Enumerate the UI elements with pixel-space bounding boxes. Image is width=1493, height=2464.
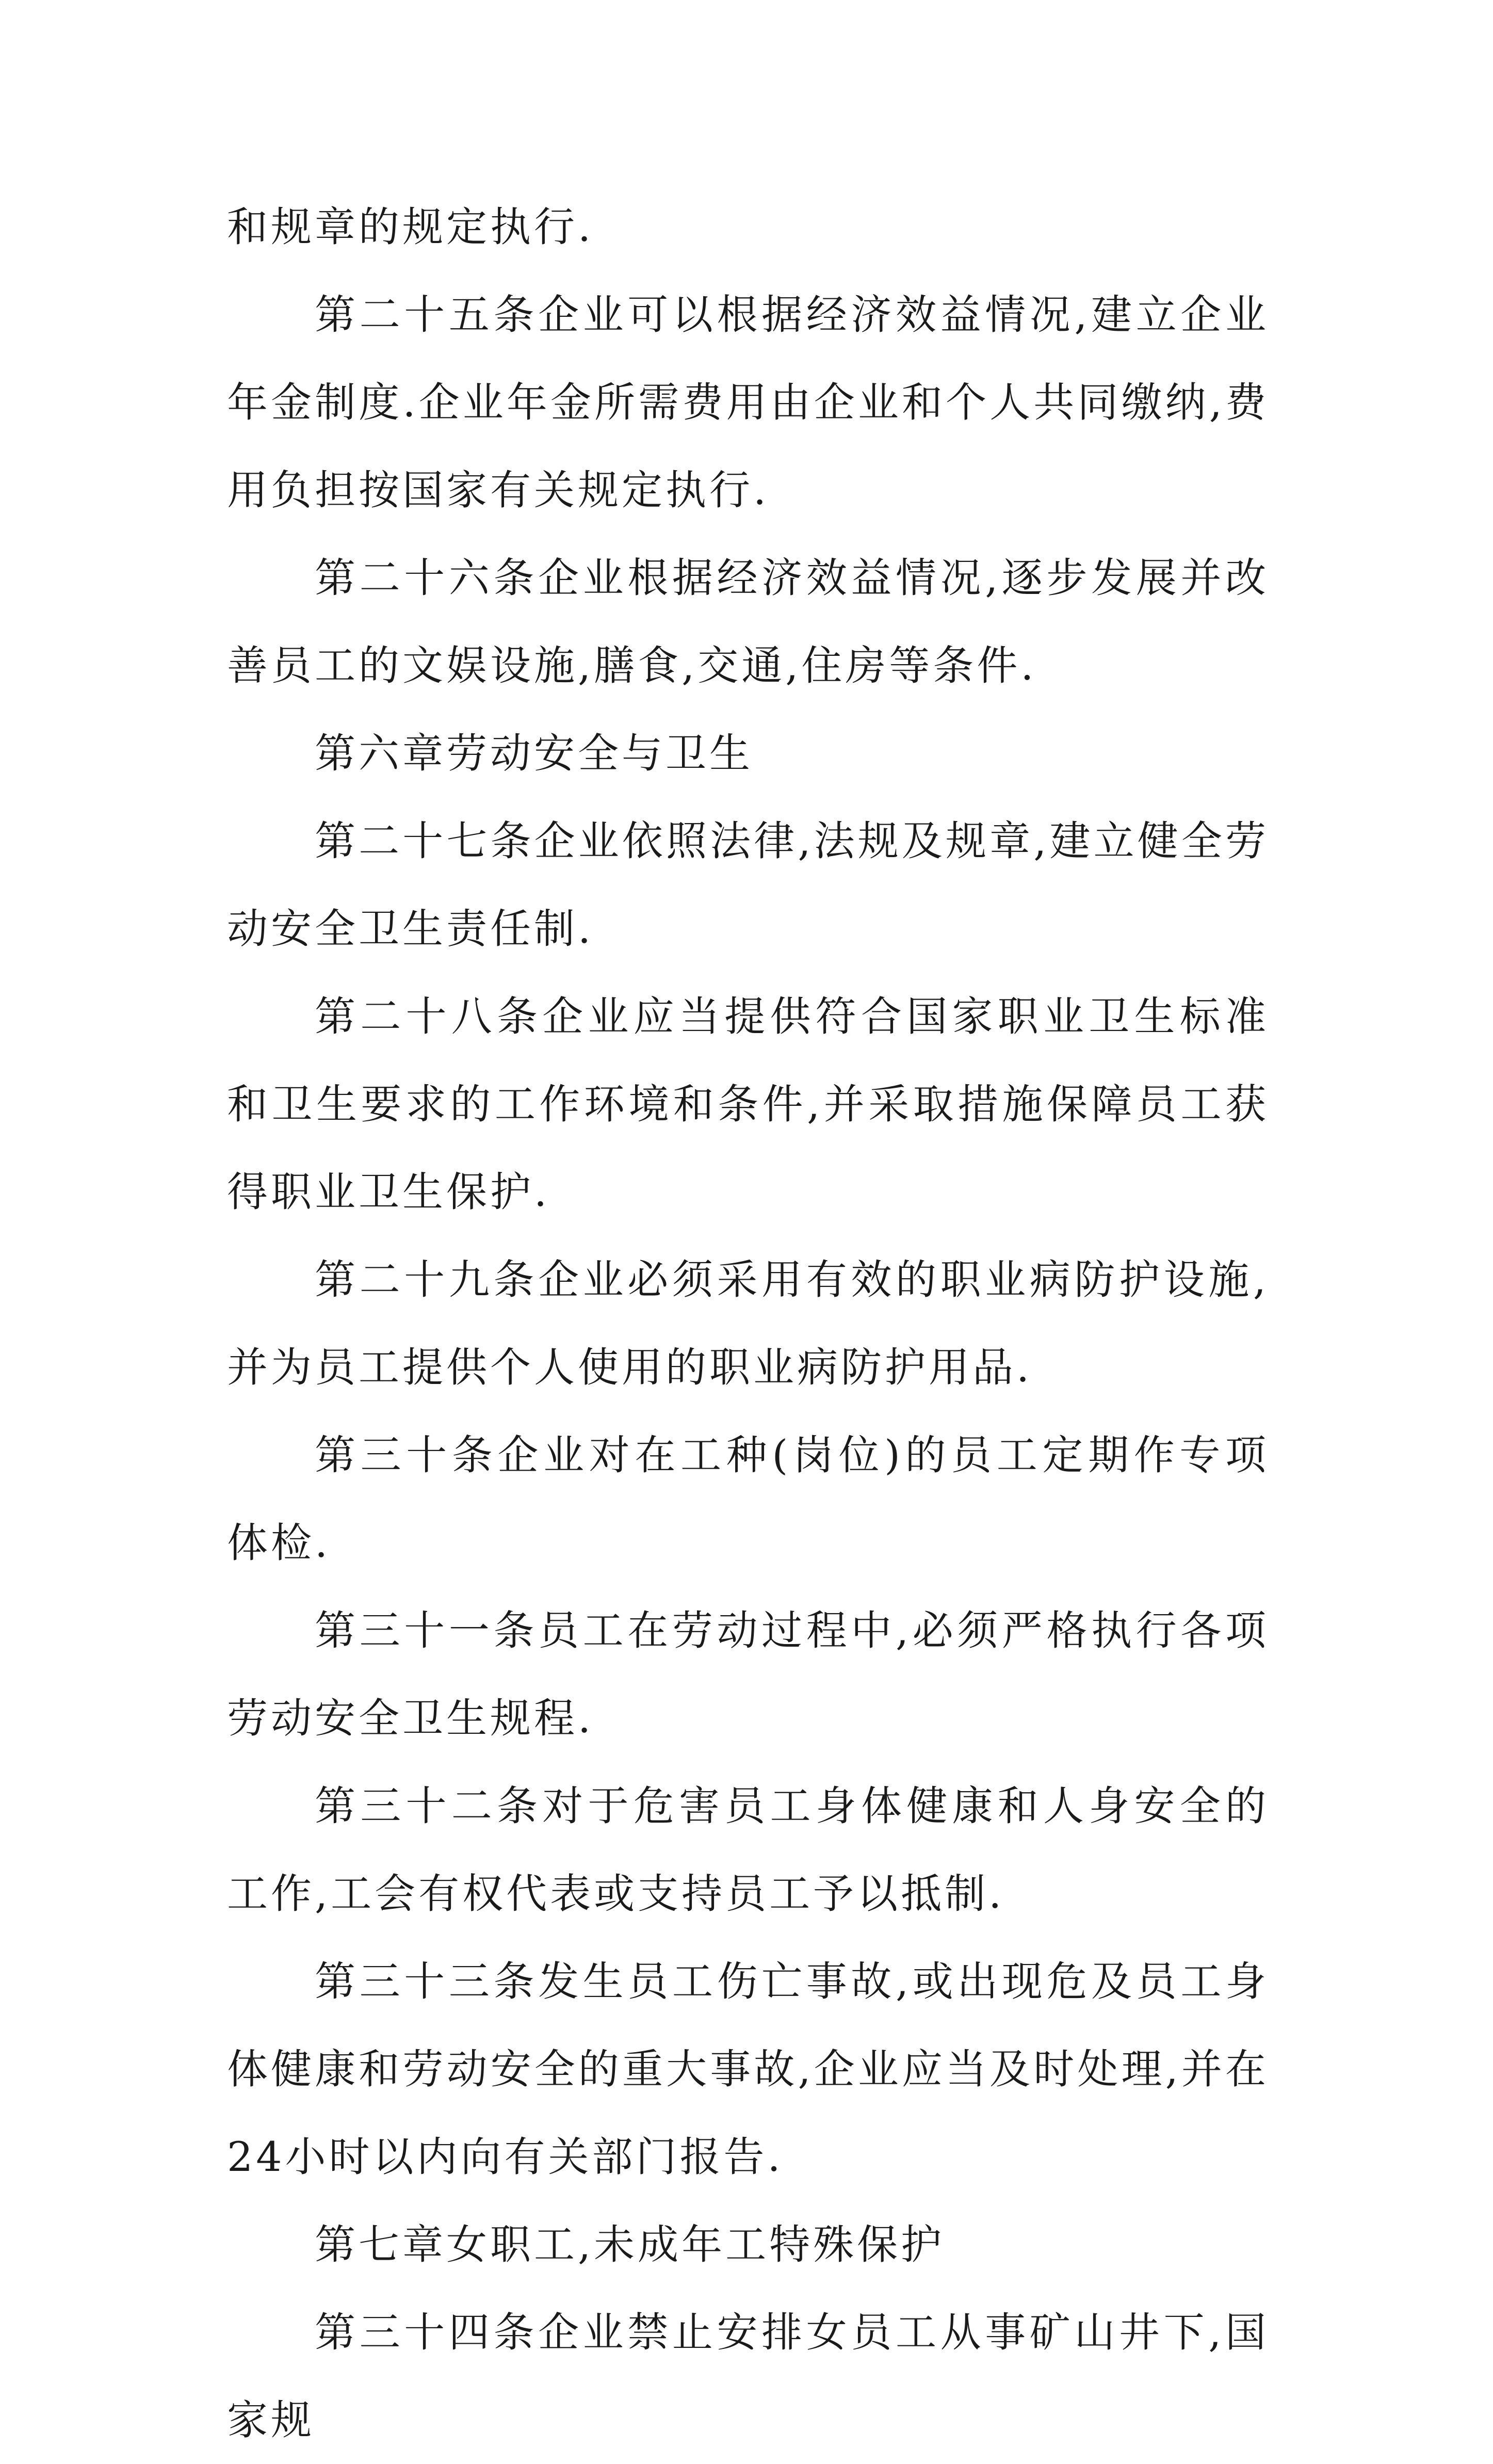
chapter-7-heading: 第七章女职工,未成年工特殊保护	[315, 2221, 945, 2268]
article-30: 第三十条企业对在工种(岗位)的员工定期作专项体检.	[227, 1431, 1269, 1567]
article-26: 第二十六条企业根据经济效益情况,逐步发展并改善员工的文娱设施,膳食,交通,住房等条件.	[227, 554, 1269, 689]
article-33: 第三十三条发生员工伤亡事故,或出现危及员工身体健康和劳动安全的重大事故,企业应当及时处理,并在24小时以内向有关部门报告.	[227, 1958, 1269, 2181]
article-32: 第三十二条对于危害员工身体健康和人身安全的工作,工会有权代表或支持员工予以抵制.	[227, 1782, 1269, 1918]
article-27: 第二十七条企业依照法律,法规及规章,建立健全劳动安全卫生责任制.	[227, 817, 1269, 953]
article-31: 第三十一条员工在劳动过程中,必须严格执行各项劳动安全卫生规程.	[227, 1607, 1269, 1742]
document-body	[227, 183, 1269, 2464]
chapter-6-heading: 第六章劳动安全与卫生	[315, 730, 753, 777]
paragraph-continuation: 和规章的规定执行.	[227, 203, 594, 251]
article-25: 第二十五条企业可以根据经济效益情况,建立企业年金制度.企业年金所需费用由企业和个人共同缴纳,费用负担按国家有关规定执行.	[227, 291, 1269, 514]
article-29: 第二十九条企业必须采用有效的职业病防护设施,并为员工提供个人使用的职业病防护用品.	[227, 1256, 1269, 1391]
article-34: 第三十四条企业禁止安排女员工从事矿山井下,国家规	[227, 2309, 1269, 2444]
article-28: 第二十八条企业应当提供符合国家职业卫生标准和卫生要求的工作环境和条件,并采取措施保障员工获得职业卫生保护.	[227, 993, 1269, 1216]
